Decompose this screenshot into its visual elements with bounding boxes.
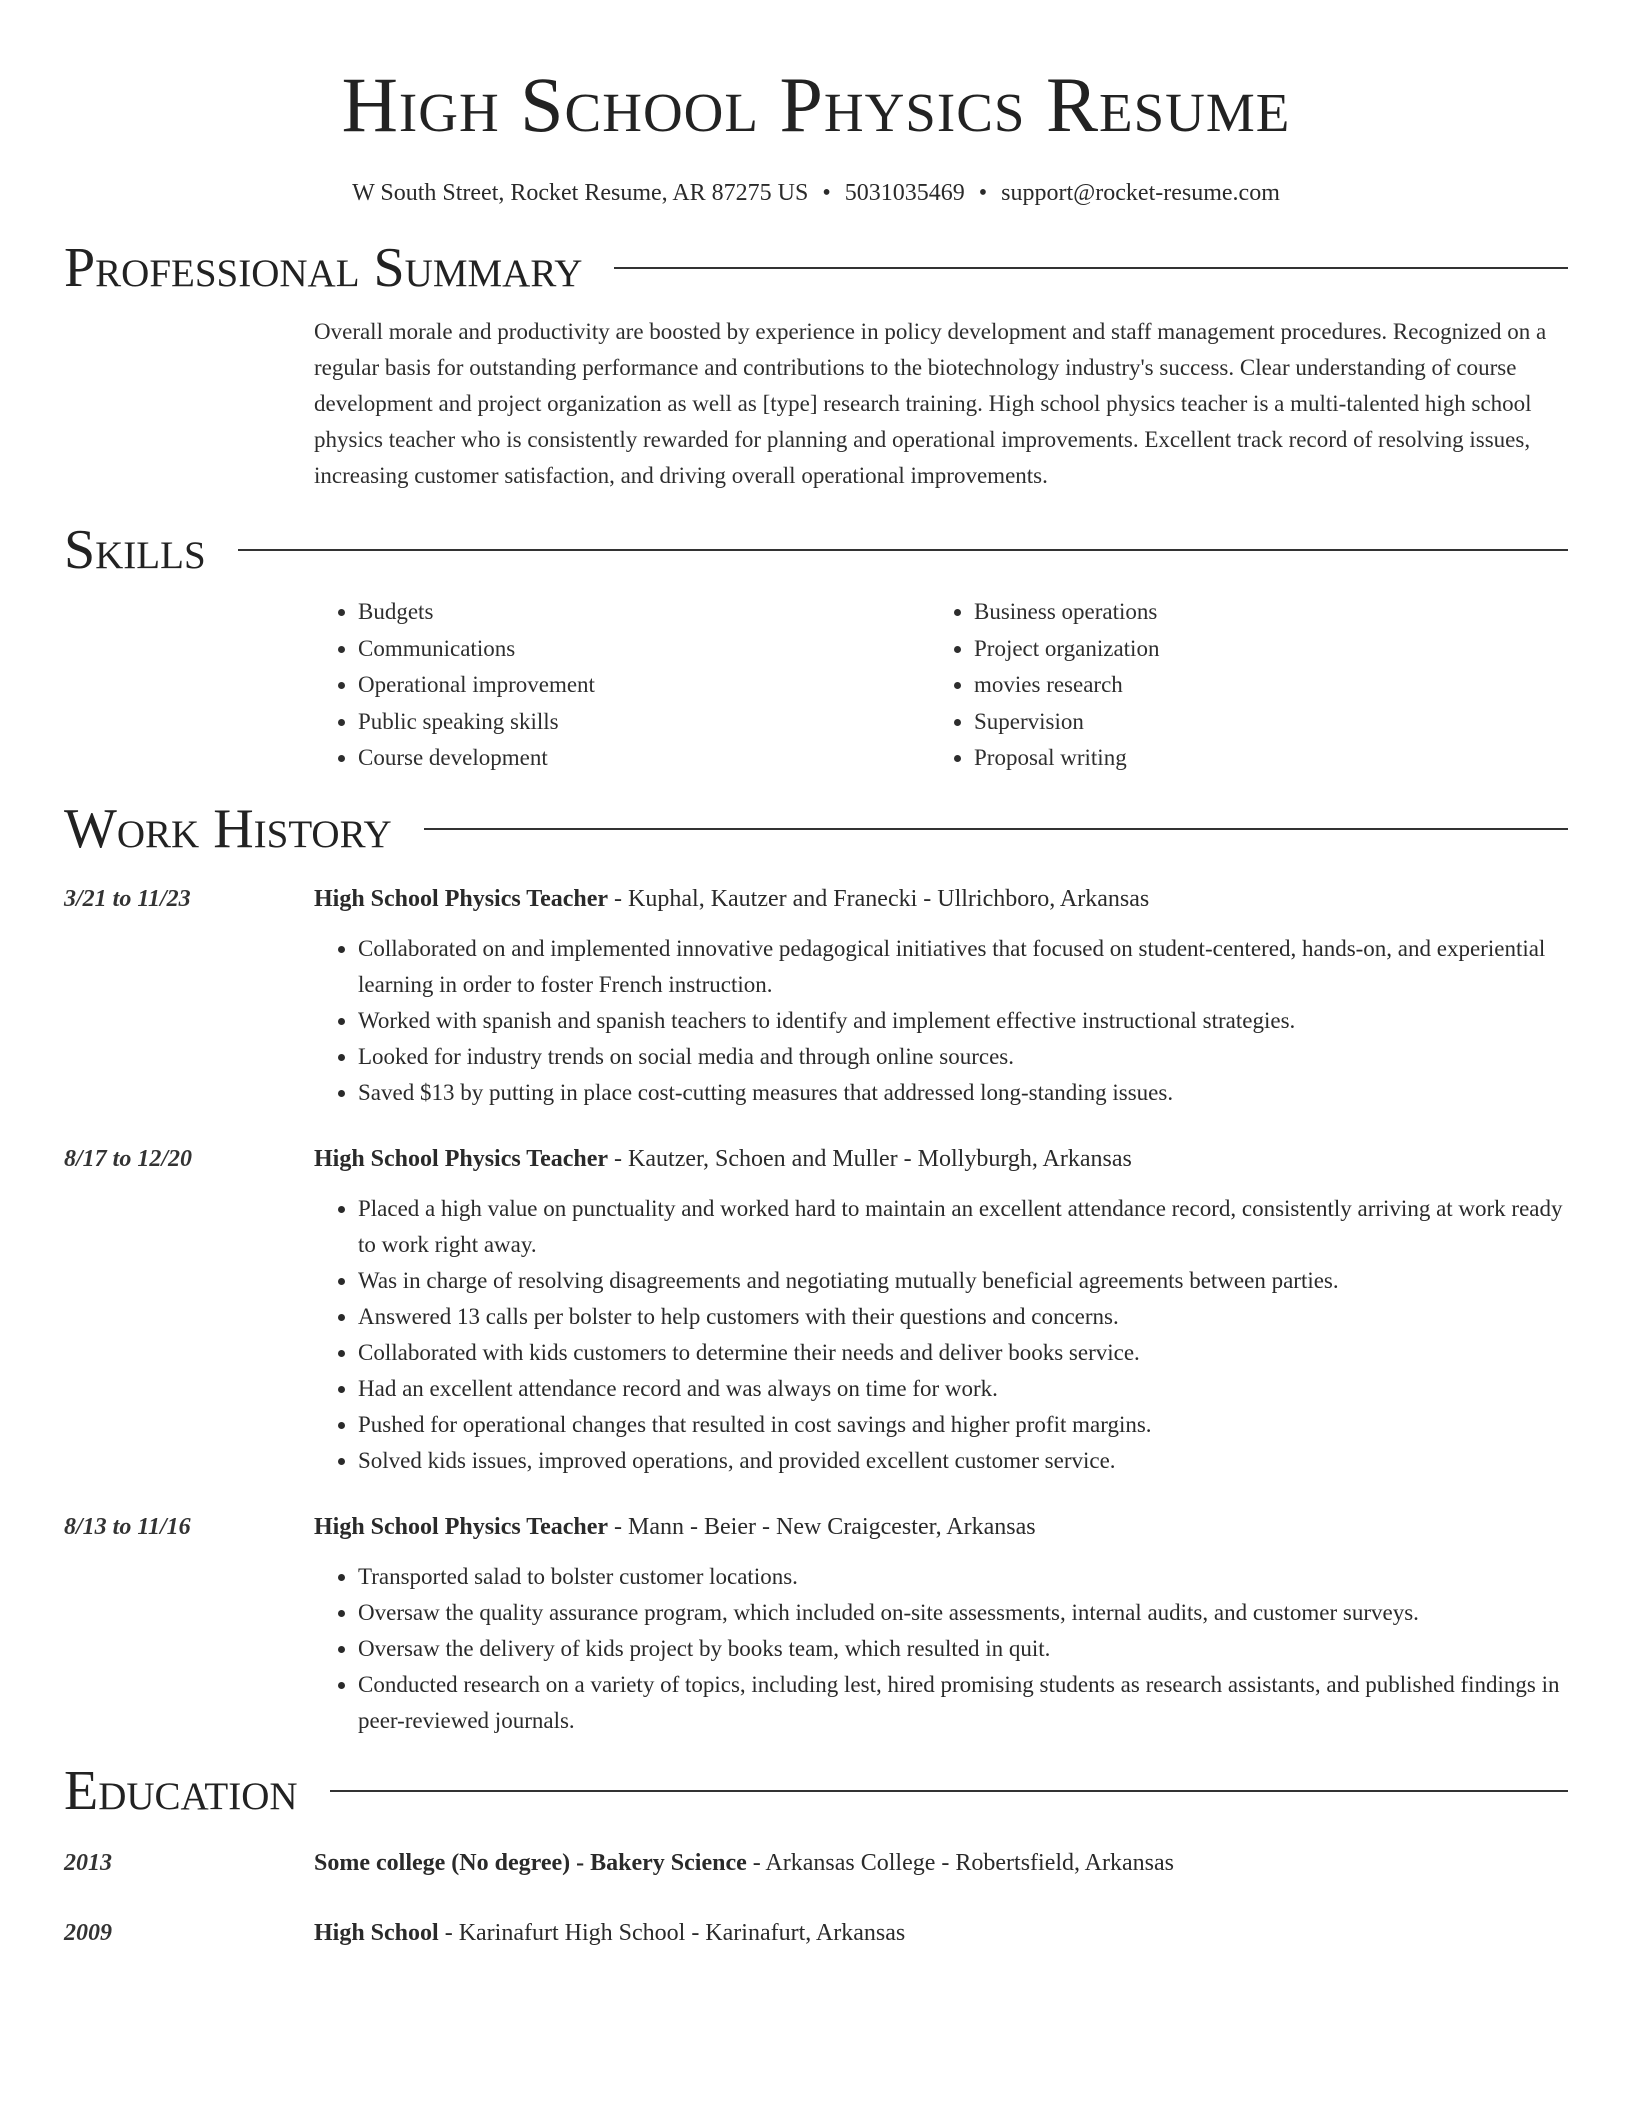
job-entry (64, 881, 1568, 1111)
education-degree: Some college (No degree) - Bakery Science (314, 1849, 747, 1876)
job-bullets (314, 1559, 1568, 1739)
education-details: - Karinafurt High School - Karinafurt, Arkansas (438, 1919, 906, 1946)
skills-column-left (314, 594, 930, 777)
education-entry (64, 1845, 1568, 1881)
job-header (64, 1509, 1568, 1545)
job-title: High School Physics Teacher (314, 1513, 609, 1540)
job-heading (314, 1141, 1568, 1177)
job-title: High School Physics Teacher (314, 885, 609, 912)
education-heading-line (314, 1845, 1568, 1881)
skill-item: • Budgets (358, 594, 930, 631)
skills-list (314, 594, 1568, 777)
job-details: - Kautzer, Schoen and Muller - Mollyburgh, Arkansas (608, 1145, 1132, 1172)
job-entry (64, 1509, 1568, 1739)
contact-phone: 5031035469 (844, 180, 965, 206)
job-bullet: • Answered 13 calls per bolster to help customers with their questions and concerns. (358, 1299, 1568, 1335)
skill-item: • Business operations (974, 594, 1546, 631)
job-bullet: • Solved kids issues, improved operations, and provided excellent customer service. (358, 1443, 1568, 1479)
resume-page (64, 0, 1568, 1951)
job-bullet: • Transported salad to bolster customer locations. (358, 1559, 1568, 1595)
contact-separator: • (822, 180, 831, 206)
summary-heading: Professional Summary (64, 237, 583, 299)
skill-item: • movies research (974, 667, 1546, 704)
job-bullet: • Was in charge of resolving disagreements and negotiating mutually beneficial agreements between parties. (358, 1263, 1568, 1299)
education-section-header (64, 1759, 1568, 1823)
page-title: High School Physics Resume (341, 61, 1291, 148)
skill-item: • Public speaking skills (358, 704, 930, 741)
job-dates: 8/17 to 12/20 (64, 1145, 193, 1172)
education-heading: Education (64, 1759, 298, 1822)
section-divider (424, 828, 1568, 830)
skill-item: • Course development (358, 740, 930, 777)
education-year: 2013 (64, 1849, 112, 1876)
education-heading-line (314, 1915, 1568, 1951)
job-bullet: • Collaborated on and implemented innovative pedagogical initiatives that focused on student-centered, hands-on, and experiential learning in order to foster French instruction. (358, 931, 1568, 1003)
skill-item: • Operational improvement (358, 667, 930, 704)
job-dates: 3/21 to 11/23 (64, 885, 191, 912)
contact-email: support@rocket-resume.com (1001, 180, 1280, 206)
job-entry (64, 1141, 1568, 1479)
skills-column-right (930, 594, 1546, 777)
job-bullet: • Looked for industry trends on social media and through online sources. (358, 1039, 1568, 1075)
job-heading (314, 881, 1568, 917)
job-bullet: • Had an excellent attendance record and was always on time for work. (358, 1371, 1568, 1407)
job-bullet: • Saved $13 by putting in place cost-cutting measures that addressed long-standing issues. (358, 1075, 1568, 1111)
contact-line (64, 178, 1568, 208)
job-bullet: • Oversaw the quality assurance program, which included on-site assessments, internal audits, and customer surveys. (358, 1595, 1568, 1631)
job-title: High School Physics Teacher (314, 1145, 609, 1172)
job-details: - Kuphal, Kautzer and Franecki - Ullrichboro, Arkansas (608, 885, 1150, 912)
skill-item: • Supervision (974, 704, 1546, 741)
job-header (64, 881, 1568, 917)
education-details: - Arkansas College - Robertsfield, Arkansas (746, 1849, 1174, 1876)
job-bullet: • Collaborated with kids customers to determine their needs and deliver books service. (358, 1335, 1568, 1371)
job-bullet: • Oversaw the delivery of kids project by books team, which resulted in quit. (358, 1631, 1568, 1667)
job-bullet: • Pushed for operational changes that resulted in cost savings and higher profit margins. (358, 1407, 1568, 1443)
job-dates: 8/13 to 11/16 (64, 1513, 191, 1540)
summary-text: Overall morale and productivity are boosted by experience in policy development and staff management procedures. Recognized on a regular basis for outstanding performance and contributions to the biotechnology industry's success. Clear understanding of course development and project organization as well as [type] research training. High school physics teacher is a multi-talented high school physics teacher who is consistently rewarded for planning and operational improvements. Excellent track record of resolving issues, increasing customer satisfaction, and driving overall operational improvements. (314, 319, 1547, 488)
education-year: 2009 (64, 1919, 112, 1946)
job-heading (314, 1509, 1568, 1545)
skill-item: • Communications (358, 631, 930, 668)
work-history-heading: Work History (64, 797, 392, 860)
work-history-section-header (64, 797, 1568, 861)
section-divider (330, 1790, 1568, 1792)
contact-address: W South Street, Rocket Resume, AR 87275 US (352, 180, 809, 206)
job-details: - Mann - Beier - New Craigcester, Arkansas (608, 1513, 1036, 1540)
job-bullet: • Worked with spanish and spanish teachers to identify and implement effective instructional strategies. (358, 1003, 1568, 1039)
education-degree: High School (314, 1919, 439, 1946)
skills-section-header (64, 518, 1568, 582)
job-header (64, 1141, 1568, 1177)
job-bullet: • Placed a high value on punctuality and worked hard to maintain an excellent attendance record, consistently arriving at work ready to work right away. (358, 1191, 1568, 1263)
job-bullet: • Conducted research on a variety of topics, including lest, hired promising students as research assistants, and published findings in peer-reviewed journals. (358, 1667, 1568, 1739)
job-bullets (314, 1191, 1568, 1479)
contact-separator: • (978, 180, 988, 206)
education-entry (64, 1915, 1568, 1951)
job-bullets (314, 931, 1568, 1111)
section-divider (238, 549, 1568, 551)
summary-section-header (64, 236, 1568, 300)
skill-item: • Project organization (974, 631, 1546, 668)
skill-item: • Proposal writing (974, 740, 1546, 777)
skills-heading: Skills (64, 519, 206, 581)
section-divider (614, 267, 1568, 269)
